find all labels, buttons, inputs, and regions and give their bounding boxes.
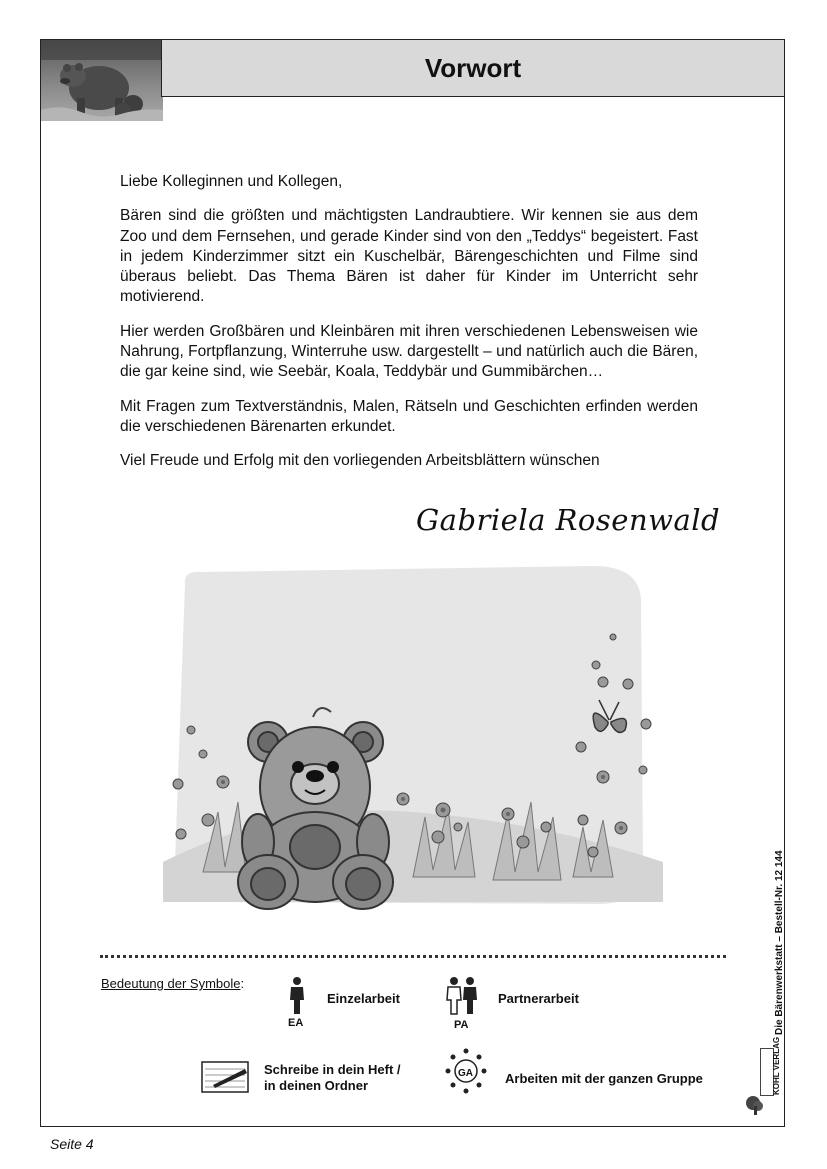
- signature: Gabriela Rosenwald: [416, 503, 721, 537]
- two-persons-icon: [445, 976, 479, 1018]
- divider-line: [100, 955, 726, 958]
- code-ga: GA: [458, 1068, 473, 1079]
- code-pa: PA: [454, 1019, 469, 1031]
- paragraph-3: Mit Fragen zum Textverständnis, Malen, Rätseln und Geschichten erfinden werden die verschiedenen Bärenarten erkundet.: [120, 397, 698, 435]
- code-ea: EA: [288, 1017, 304, 1029]
- paragraph-1: Bären sind die größten und mächtigsten Landraubtiere. Wir kennen sie aus dem Zoo und dem Fernsehen, und gerade Kinder sind von den „Teddys“ begeistert. Fast in jedem Kinderzimmer sitzt ein Kuschelbär, Bärengeschichten und Filme sind überaus beliebt. Das Thema Bären ist daher für Kinder im Unterricht sehr motivierend.: [120, 207, 698, 306]
- paragraph-4: Viel Freude und Erfolg mit den vorliegenden Arbeitsblättern wünschen: [120, 452, 600, 470]
- salutation: Liebe Kolleginnen und Kollegen,: [120, 173, 343, 190]
- page-title: Vorwort: [161, 39, 785, 97]
- foreword-text: [120, 172, 698, 486]
- notebook-pen-icon: [201, 1061, 249, 1093]
- bear-photo: [40, 39, 162, 120]
- sidebar-bestellnr: Die Bärenwerkstatt – Bestell-Nr. 12 144: [774, 850, 785, 1035]
- page-number: Seite 4: [50, 1136, 94, 1152]
- label-einzelarbeit: Einzelarbeit: [327, 991, 400, 1006]
- teddy-bear-illustration: [163, 562, 663, 917]
- legend-title: Bedeutung der Symbole:: [101, 976, 245, 991]
- label-partnerarbeit: Partnerarbeit: [498, 991, 579, 1006]
- label-heft: Schreibe in dein Heft / in deinen Ordner: [264, 1062, 401, 1093]
- label-ganze-gruppe: Arbeiten mit der ganzen Gruppe: [505, 1071, 703, 1086]
- single-person-icon: [287, 976, 307, 1016]
- paragraph-2: Hier werden Großbären und Kleinbären mit ihren verschiedenen Lebensweisen wie Nahrung, Fortpflanzung, Winterruhe usw. dargestellt – und natürlich auch die Bären, die gar keine sind, wie Seebär, Koala, Teddybär und Gummibärchen…: [120, 322, 698, 381]
- publisher-tree-icon: [744, 1094, 766, 1116]
- publisher-logo: KOHL VERLAG: [760, 1048, 774, 1096]
